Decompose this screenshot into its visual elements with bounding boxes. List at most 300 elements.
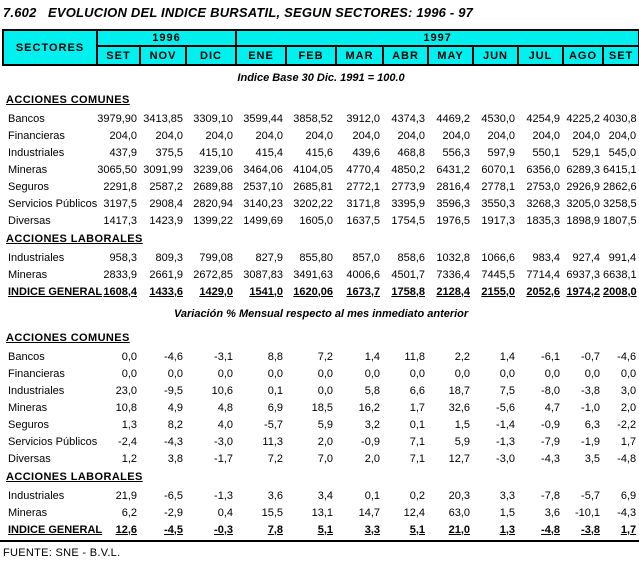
value-cell: 4030,8 <box>603 112 637 125</box>
value-cell: 204,0 <box>255 129 284 142</box>
value-cell: 0,0 <box>364 367 381 380</box>
value-cell: 3599,44 <box>243 112 284 125</box>
value-cell: 3,4 <box>317 489 334 502</box>
value-cell: 556,3 <box>442 146 471 159</box>
value-text: 2052,6 <box>526 285 561 298</box>
row-label: Industriales <box>8 251 65 264</box>
section-heading-label: ACCIONES COMUNES <box>6 332 130 344</box>
row-label: Mineras <box>8 163 48 176</box>
value-text: 12,6 <box>115 523 137 536</box>
value-cell: -7,9 <box>541 435 561 448</box>
table-row <box>3 249 639 266</box>
value-cell: -5,7 <box>264 418 284 431</box>
value-cell: 0,1 <box>364 489 381 502</box>
value-cell: 204,0 <box>397 129 426 142</box>
value-cell: -1,7 <box>214 452 234 465</box>
value-cell: 4,9 <box>167 401 183 414</box>
table-row <box>3 399 639 416</box>
value-cell: 3979,90 <box>97 112 137 125</box>
value-cell: 3258,5 <box>603 197 637 210</box>
section-heading-row <box>3 328 639 348</box>
value-cell: 0,0 <box>121 350 137 363</box>
value-cell: 550,1 <box>532 146 561 159</box>
value-cell: 2689,88 <box>193 180 234 193</box>
value-cell: 7,0 <box>317 452 334 465</box>
value-cell <box>473 283 518 300</box>
value-cell <box>518 521 563 538</box>
value-cell: 2833,9 <box>103 268 137 281</box>
value-cell: 1,5 <box>499 506 516 519</box>
value-cell: 18,7 <box>448 384 471 397</box>
value-cell: 3,2 <box>364 418 381 431</box>
value-cell: -4,8 <box>617 452 637 465</box>
value-cell: 6289,3 <box>566 163 601 176</box>
value-cell: 809,3 <box>155 251 183 264</box>
value-cell: -4,3 <box>617 506 637 519</box>
value-cell: 7,1 <box>409 435 426 448</box>
value-cell: 7336,4 <box>436 268 471 281</box>
row-label: Servicios Públicos <box>8 197 98 210</box>
value-cell: 6,9 <box>620 489 637 502</box>
value-cell: 3205,0 <box>566 197 601 210</box>
value-cell: 4225,2 <box>566 112 601 125</box>
table-row <box>3 382 639 399</box>
value-text: 3,3 <box>364 523 381 536</box>
section-heading-row <box>3 229 639 249</box>
value-cell: 0,0 <box>620 367 637 380</box>
value-text: 1974,2 <box>566 285 601 298</box>
value-text: 2008,0 <box>603 285 637 298</box>
value-cell <box>336 521 383 538</box>
value-cell: -4,6 <box>164 350 183 363</box>
value-cell: 4,8 <box>217 401 234 414</box>
month-header-mar: MAR <box>336 46 383 65</box>
value-cell: -8,0 <box>541 384 561 397</box>
value-cell: 7,2 <box>267 452 284 465</box>
row-label: Servicios Públicos <box>8 435 98 448</box>
row-label-text: INDICE GENERAL <box>8 523 103 536</box>
value-cell: 6937,3 <box>566 268 601 281</box>
value-cell: -5,6 <box>496 401 516 414</box>
value-cell: 32,6 <box>448 401 471 414</box>
value-cell: 63,0 <box>448 506 471 519</box>
value-cell <box>236 283 286 300</box>
value-cell: 1,7 <box>620 435 637 448</box>
value-cell: 7,5 <box>499 384 516 397</box>
table-subtitle-row <box>3 300 639 328</box>
value-cell: 3596,3 <box>436 197 471 210</box>
value-cell <box>518 283 563 300</box>
year-header-row <box>3 30 639 46</box>
value-cell: 11,8 <box>404 350 426 363</box>
value-cell: 0,0 <box>317 384 334 397</box>
value-cell: 958,3 <box>109 251 137 264</box>
section-heading-row <box>3 90 639 110</box>
value-cell: 2,2 <box>454 350 471 363</box>
value-cell: 4374,3 <box>391 112 426 125</box>
value-cell: 18,5 <box>311 401 334 414</box>
value-cell: 1,3 <box>121 418 137 431</box>
row-label-text: INDICE GENERAL <box>8 285 103 298</box>
value-text: 1758,8 <box>391 285 426 298</box>
value-cell: -10,1 <box>574 506 601 519</box>
value-cell: -5,7 <box>581 489 601 502</box>
value-cell: 0,0 <box>454 367 471 380</box>
value-cell: 3268,3 <box>526 197 561 210</box>
value-cell: 1,2 <box>121 452 137 465</box>
value-cell: 2672,85 <box>193 268 234 281</box>
month-header-ago: AGO <box>563 46 603 65</box>
table-row <box>3 127 639 144</box>
table-row <box>3 504 639 521</box>
value-cell: 6,3 <box>584 418 601 431</box>
value-cell: 3065,50 <box>97 163 137 176</box>
value-cell: 204,0 <box>155 129 183 142</box>
value-cell: 0,0 <box>167 367 183 380</box>
value-cell: 0,0 <box>121 367 137 380</box>
value-cell: 855,80 <box>299 251 334 264</box>
value-cell: 1807,5 <box>603 214 637 227</box>
value-cell: 3,0 <box>620 384 637 397</box>
value-cell: 3,6 <box>267 489 284 502</box>
value-text: 1608,4 <box>103 285 137 298</box>
value-text: 2155,0 <box>481 285 516 298</box>
value-cell: 2291,8 <box>103 180 137 193</box>
value-cell: 3912,0 <box>346 112 381 125</box>
value-cell <box>428 521 473 538</box>
value-cell: 4254,9 <box>526 112 561 125</box>
value-text: 21,0 <box>448 523 471 536</box>
value-cell: 3395,9 <box>391 197 426 210</box>
value-text: 1,3 <box>499 523 516 536</box>
value-cell: 1032,8 <box>436 251 471 264</box>
column-header-sectores: SECTORES <box>3 30 97 65</box>
value-cell: 1637,5 <box>346 214 381 227</box>
row-label: Industriales <box>8 384 65 397</box>
section-heading <box>3 467 639 487</box>
footer-divider <box>0 540 639 542</box>
value-cell <box>140 283 186 300</box>
value-cell: 0,0 <box>267 367 284 380</box>
value-cell: 0,0 <box>409 367 426 380</box>
value-cell: 13,1 <box>311 506 334 519</box>
value-cell: -4,3 <box>164 435 183 448</box>
value-cell: 3091,99 <box>143 163 183 176</box>
value-cell: -1,0 <box>581 401 601 414</box>
table-row <box>3 487 639 504</box>
value-cell: 3197,5 <box>103 197 137 210</box>
value-cell: 8,8 <box>267 350 284 363</box>
source-note: FUENTE: SNE - B.V.L. <box>3 547 121 559</box>
month-header-may: MAY <box>428 46 473 65</box>
value-text: -0,3 <box>214 523 234 536</box>
row-label: Diversas <box>8 214 51 227</box>
value-cell: 0,0 <box>584 367 601 380</box>
section-heading-label: ACCIONES LABORALES <box>6 471 143 483</box>
value-cell: 204,0 <box>352 129 381 142</box>
value-cell: 2537,10 <box>243 180 284 193</box>
value-cell: 415,10 <box>199 146 234 159</box>
table-header <box>3 30 639 65</box>
value-cell: -0,7 <box>581 350 601 363</box>
value-cell: 10,6 <box>211 384 234 397</box>
value-cell: 1976,5 <box>436 214 471 227</box>
value-cell: 2778,1 <box>481 180 516 193</box>
row-label: Financieras <box>8 129 65 142</box>
value-text: 1433,6 <box>149 285 183 298</box>
value-cell: 1066,6 <box>481 251 516 264</box>
month-header-jul: JUL <box>518 46 563 65</box>
value-cell: 2862,6 <box>603 180 637 193</box>
value-cell: 3,3 <box>499 489 516 502</box>
value-cell: 4006,6 <box>346 268 381 281</box>
value-cell: 1754,5 <box>391 214 426 227</box>
section-heading <box>3 229 639 249</box>
value-cell: 1423,9 <box>149 214 183 227</box>
value-cell: 3413,85 <box>143 112 183 125</box>
month-header-ene: ENE <box>236 46 286 65</box>
month-header-row <box>3 46 639 65</box>
year-header-1997: 1997 <box>236 30 639 46</box>
value-cell <box>286 521 336 538</box>
value-cell <box>186 521 236 538</box>
value-cell: 11,3 <box>262 435 284 448</box>
value-text: 5,1 <box>409 523 426 536</box>
table-row <box>3 266 639 283</box>
value-cell: 1399,22 <box>193 214 234 227</box>
value-cell: 3,8 <box>167 452 183 465</box>
value-cell: 468,8 <box>397 146 426 159</box>
month-header-jun: JUN <box>473 46 518 65</box>
value-cell: 3202,22 <box>293 197 334 210</box>
value-cell: -1,4 <box>496 418 516 431</box>
value-text: -4,5 <box>164 523 183 536</box>
value-cell <box>336 283 383 300</box>
value-cell: 3140,23 <box>243 197 284 210</box>
value-cell: 0,1 <box>409 418 426 431</box>
value-cell: 927,4 <box>572 251 601 264</box>
value-cell: 7,1 <box>409 452 426 465</box>
value-cell: 2773,9 <box>391 180 426 193</box>
value-cell: -2,9 <box>164 506 183 519</box>
value-cell: 0,0 <box>317 367 334 380</box>
value-cell: 8,2 <box>167 418 183 431</box>
table-row <box>3 144 639 161</box>
value-cell <box>603 521 639 538</box>
value-cell: 4,7 <box>544 401 561 414</box>
value-text: 2128,4 <box>436 285 471 298</box>
value-cell: -4,6 <box>617 350 637 363</box>
value-cell: 204,0 <box>608 129 637 142</box>
table-row <box>3 365 639 382</box>
value-cell: 0,4 <box>217 506 234 519</box>
month-header-abr: ABR <box>383 46 428 65</box>
value-cell: -1,3 <box>496 435 516 448</box>
value-cell <box>140 521 186 538</box>
value-cell: 3,6 <box>544 506 561 519</box>
value-cell: 2,0 <box>620 401 637 414</box>
row-label <box>3 521 103 538</box>
value-cell: 15,5 <box>261 506 284 519</box>
table-subtitle: Variación % Mensual respecto al mes inmediato anterior <box>173 308 469 320</box>
value-cell: -3,8 <box>581 384 601 397</box>
value-cell: 4850,2 <box>391 163 426 176</box>
value-cell <box>383 283 428 300</box>
value-cell: 415,6 <box>305 146 334 159</box>
value-cell: 204,0 <box>487 129 516 142</box>
value-text: -3,8 <box>581 523 601 536</box>
value-cell: -4,3 <box>541 452 561 465</box>
value-cell: 6,6 <box>409 384 426 397</box>
value-cell: 2685,81 <box>293 180 334 193</box>
value-cell: 1499,69 <box>243 214 284 227</box>
value-cell: -1,9 <box>581 435 601 448</box>
value-cell: 2926,9 <box>566 180 601 193</box>
value-cell: -6,1 <box>541 350 561 363</box>
value-cell: 5,9 <box>454 435 471 448</box>
value-cell <box>428 283 473 300</box>
value-cell: -3,1 <box>214 350 234 363</box>
value-cell <box>236 521 286 538</box>
value-cell: 14,7 <box>358 506 381 519</box>
value-cell: 3171,8 <box>346 197 381 210</box>
value-cell: 204,0 <box>572 129 601 142</box>
value-cell: 10,8 <box>115 401 137 414</box>
table-row <box>3 416 639 433</box>
section-heading <box>3 90 639 110</box>
row-label: Mineras <box>8 506 48 519</box>
value-cell: -0,9 <box>541 418 561 431</box>
table-row <box>3 110 639 127</box>
value-cell: 6,2 <box>121 506 137 519</box>
section-heading <box>3 328 639 348</box>
value-cell: 4469,2 <box>436 112 471 125</box>
value-cell: 2587,2 <box>149 180 183 193</box>
page-title: 7.602 EVOLUCION DEL INDICE BURSATIL, SEGUN SECTORES: 1996 - 97 <box>3 5 474 20</box>
value-cell: 6,9 <box>267 401 284 414</box>
value-cell: -3,0 <box>214 435 234 448</box>
value-text: 5,1 <box>317 523 334 536</box>
value-cell: 23,0 <box>115 384 137 397</box>
value-cell: 3309,10 <box>193 112 234 125</box>
value-cell: -7,8 <box>541 489 561 502</box>
section-heading-label: ACCIONES COMUNES <box>6 94 130 106</box>
value-cell: 204,0 <box>205 129 234 142</box>
value-cell: -2,4 <box>118 435 137 448</box>
value-cell: 0,1 <box>267 384 284 397</box>
table-row <box>3 348 639 365</box>
value-cell: 5,9 <box>317 418 334 431</box>
index-general-row <box>3 283 639 300</box>
value-cell: 2,0 <box>364 452 381 465</box>
value-cell: 1605,0 <box>299 214 334 227</box>
value-cell: 20,3 <box>448 489 471 502</box>
section-heading-label: ACCIONES LABORALES <box>6 233 143 245</box>
value-cell: 415,4 <box>255 146 284 159</box>
value-cell: 6356,0 <box>526 163 561 176</box>
value-cell: 2,0 <box>317 435 334 448</box>
year-header-1996: 1996 <box>97 30 236 46</box>
row-label: Seguros <box>8 418 49 431</box>
value-cell: 12,7 <box>448 452 471 465</box>
row-label: Bancos <box>8 112 45 125</box>
value-cell <box>473 521 518 538</box>
value-cell: 16,2 <box>358 401 381 414</box>
value-cell: 2772,1 <box>346 180 381 193</box>
value-cell: 4104,05 <box>293 163 334 176</box>
value-text: 1429,0 <box>199 285 234 298</box>
value-cell: 204,0 <box>305 129 334 142</box>
value-cell <box>97 283 140 300</box>
table-row <box>3 195 639 212</box>
value-cell: -9,5 <box>164 384 183 397</box>
row-label: Bancos <box>8 350 45 363</box>
value-cell: 2908,4 <box>149 197 183 210</box>
value-cell: 0,0 <box>499 367 516 380</box>
month-header-set: SET <box>97 46 140 65</box>
value-text: 1620,06 <box>293 285 334 298</box>
value-cell: 3239,06 <box>193 163 234 176</box>
value-cell: 7,2 <box>317 350 334 363</box>
table-subtitle: Indice Base 30 Dic. 1991 = 100.0 <box>237 72 405 84</box>
value-cell: 2753,0 <box>526 180 561 193</box>
value-cell: 597,9 <box>487 146 516 159</box>
value-cell: 3491,63 <box>293 268 334 281</box>
value-cell: 0,0 <box>217 367 234 380</box>
value-cell: 4,0 <box>217 418 234 431</box>
value-cell: 7445,5 <box>481 268 516 281</box>
value-cell: 204,0 <box>532 129 561 142</box>
value-cell: 1,4 <box>364 350 381 363</box>
value-cell: 439,6 <box>352 146 381 159</box>
value-cell: 2816,4 <box>436 180 471 193</box>
value-cell: 799,08 <box>199 251 234 264</box>
value-text: 7,8 <box>267 523 284 536</box>
value-cell: 6638,1 <box>603 268 637 281</box>
value-cell <box>563 283 603 300</box>
value-cell: 3087,83 <box>243 268 284 281</box>
value-cell: 858,6 <box>397 251 426 264</box>
value-cell: 983,4 <box>532 251 561 264</box>
bursatil-index-table <box>2 29 639 538</box>
value-cell: -1,3 <box>214 489 234 502</box>
table-row <box>3 178 639 195</box>
value-cell: 991,4 <box>608 251 637 264</box>
row-label <box>3 283 103 300</box>
value-cell: 2661,9 <box>149 268 183 281</box>
value-cell <box>186 283 236 300</box>
value-cell: 5,8 <box>364 384 381 397</box>
value-cell: 204,0 <box>442 129 471 142</box>
value-cell: 0,2 <box>409 489 426 502</box>
value-cell: -2,2 <box>617 418 637 431</box>
value-text: 1673,7 <box>346 285 381 298</box>
value-cell: 529,1 <box>572 146 601 159</box>
value-cell: 1417,3 <box>103 214 137 227</box>
value-cell: 4530,0 <box>481 112 516 125</box>
row-label: Diversas <box>8 452 51 465</box>
value-cell: 3858,52 <box>293 112 334 125</box>
value-cell: 1,5 <box>454 418 471 431</box>
value-cell: 437,9 <box>109 146 137 159</box>
value-text: 1541,0 <box>249 285 284 298</box>
table-subtitle-row <box>3 65 639 90</box>
value-cell <box>603 283 639 300</box>
value-cell: 857,0 <box>352 251 381 264</box>
value-cell: 6431,2 <box>436 163 471 176</box>
row-label: Industriales <box>8 489 65 502</box>
value-cell: 2820,94 <box>193 197 234 210</box>
